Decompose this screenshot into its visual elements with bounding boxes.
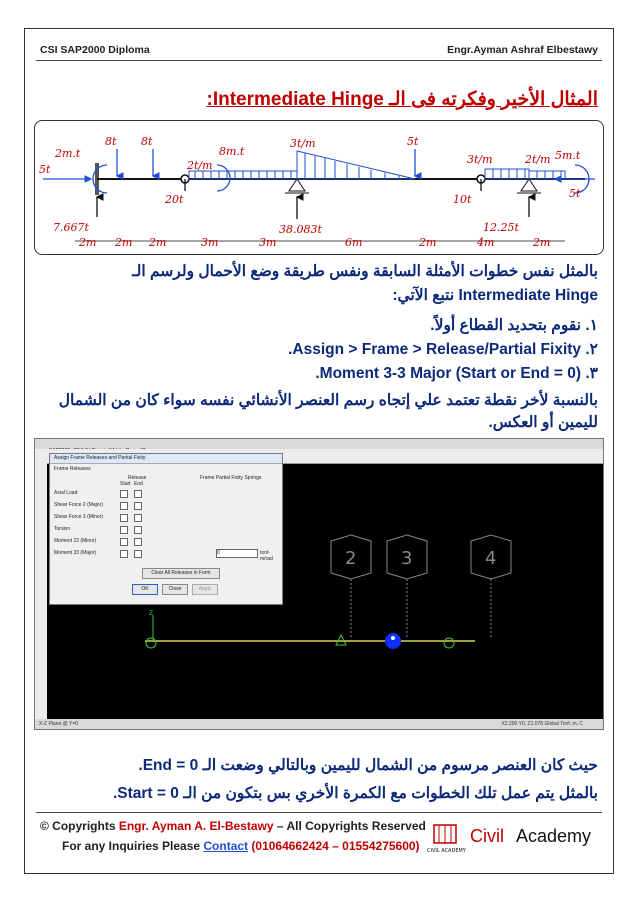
civil-academy-logo: [426, 821, 596, 855]
copyright-rights: – All Copyrights Reserved: [273, 819, 426, 833]
note-2: بالمثل يتم عمل تلك الخطوات مع الكمرة الأخري بس بتكون من الـ Start = 0.: [112, 785, 598, 802]
inquiry-line: [62, 839, 420, 853]
page-title: [207, 88, 599, 111]
step-2: ٢. Assign > Frame > Release/Partial Fixity.: [288, 341, 598, 358]
logo-academy: Academy: [516, 826, 592, 846]
label-mid-reaction: 38.083t: [279, 223, 322, 236]
span-7: 2m: [419, 236, 437, 249]
logo-building-icon: [426, 821, 466, 855]
paragraph-1-line-1: بالمثل نفس خطوات الأمثلة السابقة ونفس طريقة وضع الأحمال ولرسم الـ: [132, 263, 598, 280]
dialog-title: Assign Frame Releases and Partial Fixity: [50, 454, 282, 464]
step-3: ٣. Moment 3-3 Major (Start or End = 0).: [315, 365, 598, 382]
spring-value: 0: [217, 550, 220, 556]
grid-label-3: 3: [401, 548, 413, 569]
label-moment-right: 5m.t: [555, 149, 581, 162]
checkbox-axial-end[interactable]: [134, 490, 142, 498]
inquiry-text: For any Inquiries Please: [62, 839, 204, 853]
close-button[interactable]: Close: [162, 584, 188, 595]
udl-3tm-right: [485, 169, 529, 179]
title-colon: :: [206, 89, 213, 110]
label-right-reaction: 12.25t: [483, 221, 519, 234]
title-english: Intermediate Hinge: [212, 89, 384, 110]
step-1: ١. نقوم بتحديد القطاع أولاً.: [430, 317, 598, 334]
udl-2tm-left: [189, 171, 259, 179]
copyright-author: Engr. Ayman A. El-Bestawy: [118, 819, 274, 833]
checkbox-torsion-start[interactable]: [120, 526, 128, 534]
checkbox-axial-start[interactable]: [120, 490, 128, 498]
roller-support-middle: [285, 179, 309, 193]
sap2000-screenshot: [34, 438, 604, 730]
frame-release-dialog: [49, 453, 283, 605]
checkbox-shear2-end[interactable]: [134, 502, 142, 510]
beam-diagram-svg: [35, 121, 603, 254]
support-right: [444, 638, 454, 648]
frame-releases-group: Frame Releases: [54, 466, 91, 472]
selected-joint: [385, 633, 401, 649]
status-bar: [35, 719, 603, 729]
grid-label-2: 2: [345, 548, 357, 569]
label-2tm-right: 2t/m: [525, 153, 551, 166]
note-1: حيث كان العنصر مرسوم من الشمال لليمين وبالتالي وضعت الـ End = 0.: [138, 757, 598, 774]
label-left-reaction: 7.667t: [53, 221, 89, 234]
checkbox-m22-end[interactable]: [134, 538, 142, 546]
span-2: 2m: [115, 236, 133, 249]
logo-civil: Civil: [470, 826, 504, 846]
status-plane: X-Z Plane @ Y=0: [39, 721, 79, 727]
support-middle: [336, 635, 346, 645]
page-header: [36, 36, 602, 61]
paragraph-1-term: Intermediate Hinge: [458, 287, 598, 304]
spring-value-input[interactable]: [216, 549, 258, 558]
page-footer: [36, 812, 602, 854]
span-3: 2m: [149, 236, 167, 249]
ok-button[interactable]: OK: [132, 584, 158, 595]
contact-link[interactable]: Contact: [203, 839, 249, 853]
triangular-load: [297, 151, 415, 179]
col-start: Start: [120, 481, 131, 487]
copyright-label: © Copyrights: [40, 819, 119, 833]
col-end: End: [134, 481, 143, 487]
author-name: Engr.Ayman Ashraf Elbestawy: [447, 44, 598, 56]
label-8t-2: 8t: [141, 135, 153, 148]
axis-z-label: Z: [149, 610, 154, 617]
span-5: 3m: [259, 236, 277, 249]
span-8: 4m: [477, 236, 495, 249]
copyright-line: [40, 819, 426, 833]
label-2tm-left: 2t/m: [187, 159, 213, 172]
roller-support-right: [517, 179, 541, 193]
paragraph-2: بالنسبة لأخر نقطة تعتمد علي إتجاه رسم العنصر الأنشائي نفسه سواء كان من الشمال لليمين أو العكس.: [58, 392, 598, 431]
row-axial: Axial Load: [54, 490, 78, 496]
paragraph-1-line-2: [392, 286, 598, 305]
span-1: 2m: [79, 236, 97, 249]
label-10t: 10t: [453, 193, 472, 206]
support-left: [146, 638, 156, 648]
row-shear-3: Shear Force 3 (Minor): [54, 514, 103, 520]
checkbox-torsion-end[interactable]: [134, 526, 142, 534]
row-moment-22: Moment 22 (Minor): [54, 538, 97, 544]
row-shear-2: Shear Force 2 (Major): [54, 502, 103, 508]
span-4: 3m: [201, 236, 219, 249]
checkbox-m33-start[interactable]: [120, 550, 128, 558]
label-8t-1: 8t: [105, 135, 117, 148]
row-torsion: Torsion: [54, 526, 71, 532]
label-20t: 20t: [165, 193, 184, 206]
spring-units: tonf-m/rad: [260, 550, 273, 562]
span-9: 2m: [533, 236, 551, 249]
logo-small-text: CIVIL ACADEMY: [427, 848, 466, 854]
label-3tm-tri: 3t/m: [290, 137, 316, 150]
apply-button[interactable]: Apply: [192, 584, 218, 595]
label-right-force: 5t: [569, 187, 581, 200]
course-name: CSI SAP2000 Diploma: [40, 44, 150, 56]
col-fixity: Frame Partial Fixity Springs: [200, 475, 262, 481]
row-moment-33: Moment 33 (Major): [54, 550, 97, 556]
col-release: Release: [128, 475, 147, 481]
checkbox-shear3-start[interactable]: [120, 514, 128, 522]
checkbox-shear2-start[interactable]: [120, 502, 128, 510]
label-5t: 5t: [407, 135, 419, 148]
span-6: 6m: [345, 236, 363, 249]
clear-releases-button[interactable]: Clear All Releases in Form: [142, 568, 220, 579]
checkbox-m22-start[interactable]: [120, 538, 128, 546]
grid-label-4: 4: [485, 548, 497, 569]
paragraph-1-tail: نتبع الآتي:: [392, 287, 459, 304]
label-8mt: 8m.t: [219, 145, 245, 158]
label-moment-left: 2m.t: [55, 147, 81, 160]
label-3tm-right: 3t/m: [467, 153, 493, 166]
phone-numbers: (01064662424 – 01554275600): [248, 839, 420, 853]
udl-2tm-right: [529, 171, 565, 179]
title-arabic: المثال الأخير وفكرته فى الـ: [383, 89, 598, 110]
beam-diagram: [34, 120, 604, 255]
checkbox-shear3-end[interactable]: [134, 514, 142, 522]
checkbox-m33-end[interactable]: [134, 550, 142, 558]
status-coords: X3.200 Y0, Z1.078 Global Tonf, m, C: [501, 721, 583, 727]
label-left-force: 5t: [39, 163, 51, 176]
udl-2tm-mid: [259, 171, 297, 179]
